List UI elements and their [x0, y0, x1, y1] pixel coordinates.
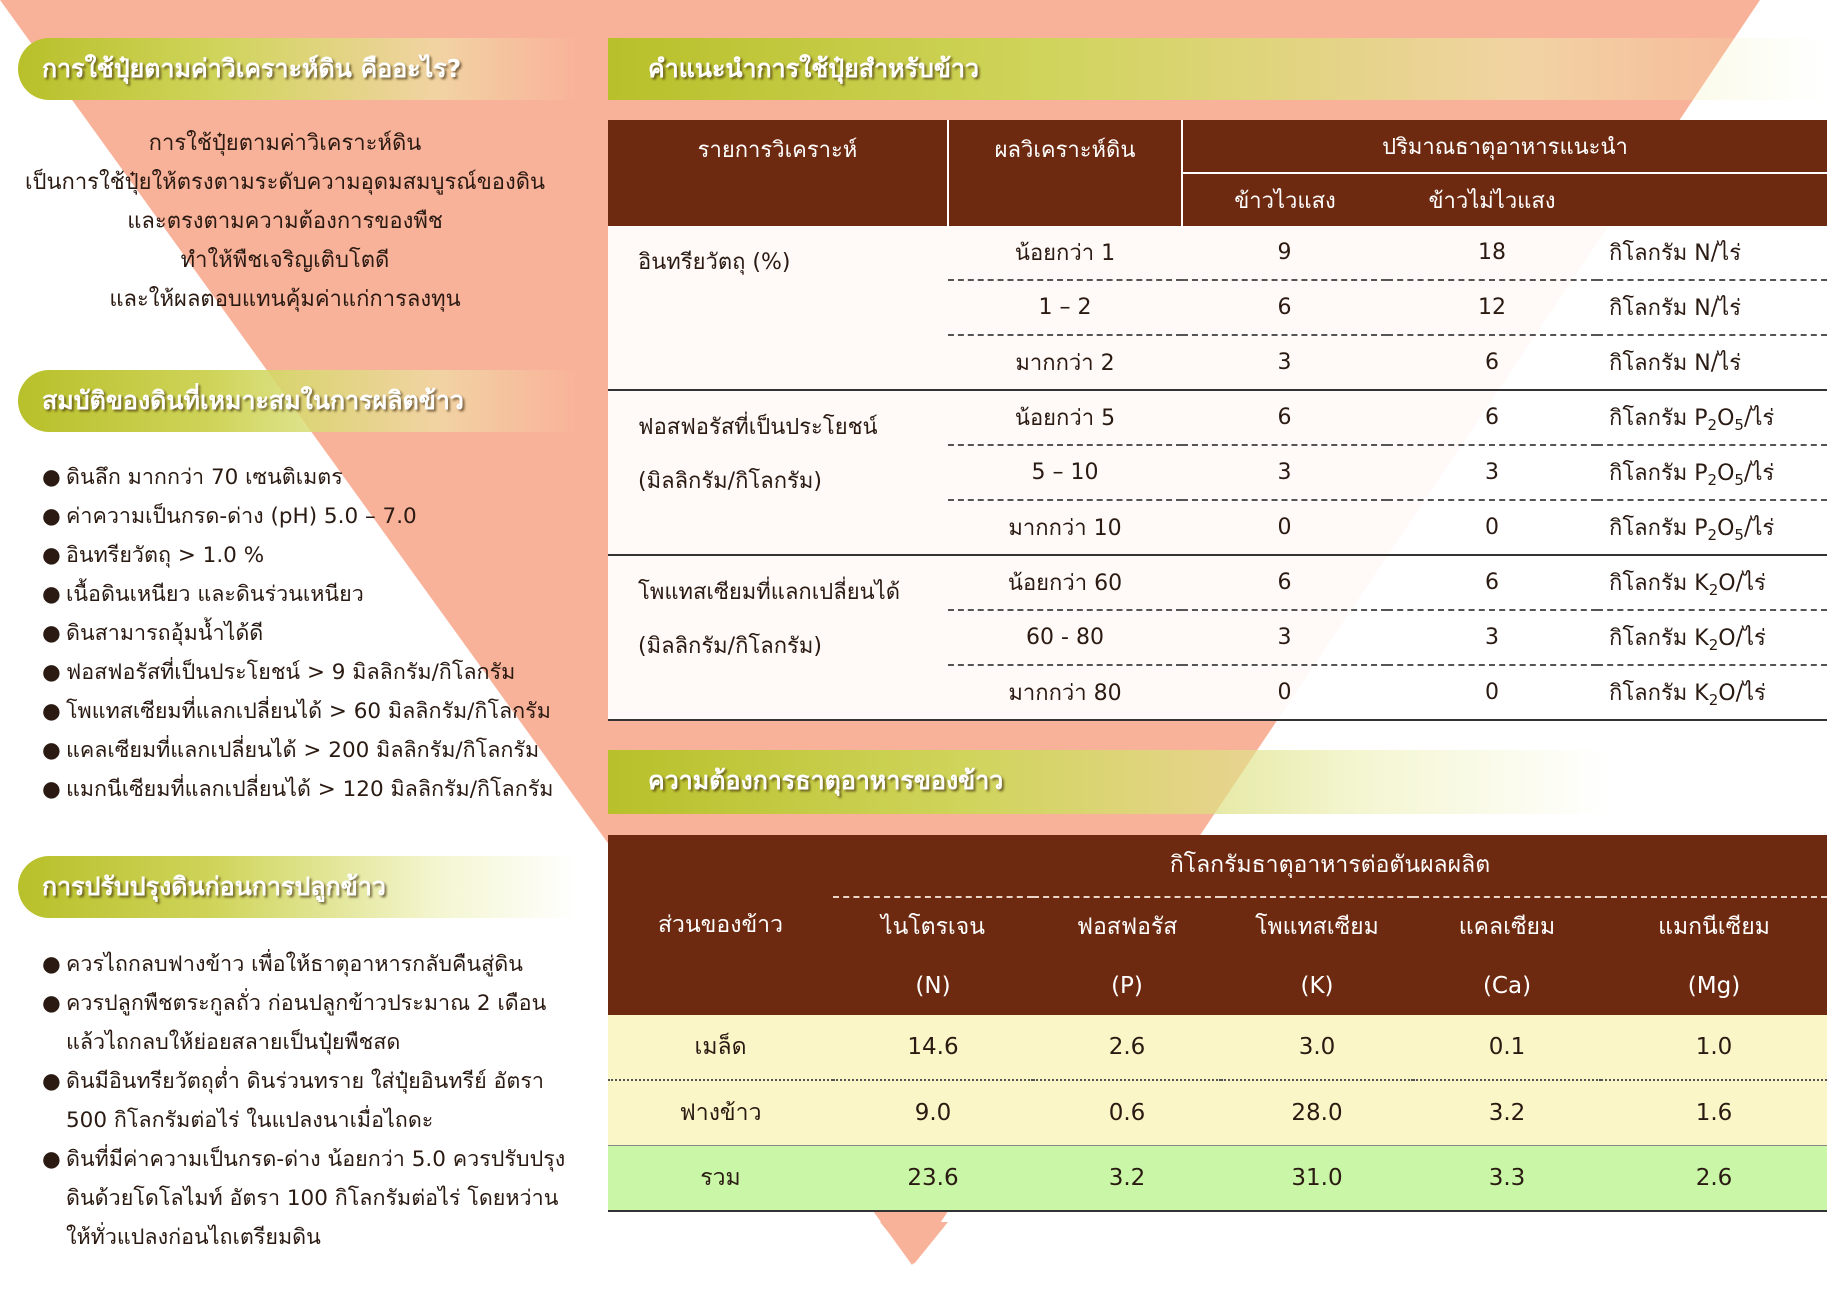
fertilizer-row: [608, 390, 1827, 445]
bullet-dot-icon: ●: [42, 465, 61, 490]
unit-middle: O: [1718, 681, 1736, 706]
header-unit-blank: [1597, 173, 1827, 226]
bullet-item: [42, 536, 553, 575]
intro-line: และตรงตามความต้องการของพืช: [127, 209, 443, 234]
unit-middle: O: [1718, 571, 1736, 596]
bullet-dot-icon: ●: [42, 699, 61, 724]
bullet-item: [42, 731, 553, 770]
photosensitive-value: 3: [1182, 335, 1387, 390]
intro-line: เป็นการใช้ปุ๋ยให้ตรงตามระดับความอุดมสมบูรณ์ของดิน: [24, 170, 546, 195]
unit-suffix: /ไร่: [1743, 406, 1775, 431]
nutrient-value-cell: 1.6: [1601, 1080, 1827, 1146]
intro-line: และให้ผลตอบแทนคุ้มค่าแก่การลงทุน: [109, 287, 461, 312]
bullet-text: ดินสามารถอุ้มน้ำได้ดี: [66, 621, 264, 646]
bullet-dot-icon: ●: [42, 1147, 61, 1172]
bullet-text: ดินลึก มากกว่า 70 เซนติเมตร: [66, 465, 343, 490]
unit-prefix: กิโลกรัม N: [1609, 296, 1711, 321]
unit-prefix: กิโลกรัม P: [1609, 461, 1708, 486]
bullet-dot-icon: ●: [42, 621, 61, 646]
bullet-text: ดินมีอินทรียวัตถุต่ำ ดินร่วนทราย ใส่ปุ๋ยอินทรีย์ อัตรา 500 กิโลกรัมต่อไร่ ในแปลงนาเมื่อไถดะ: [66, 1069, 545, 1133]
nutrient-value-cell: 2.6: [1033, 1015, 1221, 1080]
unit-middle: O: [1718, 626, 1736, 651]
soil-result-cell: 1 – 2: [948, 280, 1182, 335]
nutrient-column-name: แคลเซียม: [1413, 897, 1601, 957]
photosensitive-value: 6: [1182, 555, 1387, 610]
bullet-item: [42, 458, 553, 497]
nutrient-value-cell: 23.6: [833, 1146, 1033, 1212]
non-photosensitive-value: 6: [1387, 555, 1597, 610]
bullet-text: โพแทสเซียมที่แลกเปลี่ยนได้ > 60 มิลลิกรัม/กิโลกรัม: [66, 699, 551, 724]
unit-cell: [1597, 610, 1827, 665]
photosensitive-value: 6: [1182, 280, 1387, 335]
unit-middle: O: [1717, 461, 1735, 486]
unit-prefix: กิโลกรัม P: [1609, 516, 1708, 541]
bullet-text: ควรไถกลบฟางข้าว เพื่อให้ธาตุอาหารกลับคืนสู่ดิน: [66, 952, 523, 977]
soil-improvement-list: [42, 945, 572, 1257]
nutrient-table: [608, 835, 1827, 1212]
unit-prefix: กิโลกรัม K: [1609, 626, 1709, 651]
bullet-text: ฟอสฟอรัสที่เป็นประโยชน์ > 9 มิลลิกรัม/กิโลกรัม: [66, 660, 516, 685]
nutrient-column-name: แมกนีเซียม: [1601, 897, 1827, 957]
nutrient-row: [608, 1080, 1827, 1146]
unit-suffix: /ไร่: [1743, 516, 1775, 541]
fertilizer-table: [608, 120, 1827, 721]
unit-subscript: 2: [1708, 691, 1719, 709]
bullet-item: [42, 984, 572, 1062]
unit-suffix: /ไร่: [1710, 296, 1742, 321]
unit-middle: O: [1717, 516, 1735, 541]
analysis-item-label: [608, 226, 948, 390]
photosensitive-value: 0: [1182, 665, 1387, 720]
bullet-text: แมกนีเซียมที่แลกเปลี่ยนได้ > 120 มิลลิกรัม/กิโลกรัม: [66, 777, 554, 802]
nutrient-column-name: โพแทสเซียม: [1221, 897, 1413, 957]
unit-subscript: 2: [1708, 636, 1719, 654]
bullet-item: [42, 770, 553, 809]
nutrient-column-symbol: (K): [1221, 956, 1413, 1015]
nutrient-column-name: ไนโตรเจน: [833, 897, 1033, 957]
section-title-soil-improvement: การปรับปรุงดินก่อนการปลูกข้าว: [18, 856, 578, 918]
bullet-item: [42, 653, 553, 692]
unit-cell: [1597, 445, 1827, 500]
bullet-text: แคลเซียมที่แลกเปลี่ยนได้ > 200 มิลลิกรัม/กิโลกรัม: [66, 738, 540, 763]
nutrient-value-cell: 31.0: [1221, 1146, 1413, 1212]
analysis-item-name: ฟอสฟอรัสที่เป็นประโยชน์: [638, 415, 878, 440]
bullet-dot-icon: ●: [42, 738, 61, 763]
photosensitive-value: 9: [1182, 226, 1387, 280]
unit-subscript: 2: [1707, 416, 1718, 434]
header-analysis-item: รายการวิเคราะห์: [608, 120, 948, 226]
nutrient-column-name: ฟอสฟอรัส: [1033, 897, 1221, 957]
bottom-arrow-triangle: [880, 1222, 948, 1264]
bullet-dot-icon: ●: [42, 777, 61, 802]
nutrient-column-symbol: (Ca): [1413, 956, 1601, 1015]
bullet-item: [42, 614, 553, 653]
soil-result-cell: มากกว่า 10: [948, 500, 1182, 555]
intro-text: [0, 124, 570, 319]
unit-suffix: /ไร่: [1743, 461, 1775, 486]
header-kg-per-ton: กิโลกรัมธาตุอาหารต่อตันผลผลิต: [833, 835, 1827, 897]
soil-result-cell: น้อยกว่า 1: [948, 226, 1182, 280]
bullet-text: ดินที่มีค่าความเป็นกรด-ด่าง น้อยกว่า 5.0 ควรปรับปรุงดินด้วยโดโลไมท์ อัตรา 100 กิโลกรัมต่อไร่ โดยหว่านให้ทั่วแปลงก่อนไถเตรียมดิน: [66, 1147, 566, 1250]
header-rice-part: ส่วนของข้าว: [608, 835, 833, 1015]
nutrient-value-cell: 9.0: [833, 1080, 1033, 1146]
nutrient-value-cell: 14.6: [833, 1015, 1033, 1080]
unit-suffix: /ไร่: [1710, 351, 1742, 376]
analysis-item-name: โพแทสเซียมที่แลกเปลี่ยนได้: [638, 580, 901, 605]
unit-cell: [1597, 665, 1827, 720]
nutrient-column-symbol: (Mg): [1601, 956, 1827, 1015]
bullet-text: ค่าความเป็นกรด-ด่าง (pH) 5.0 – 7.0: [66, 504, 417, 529]
bullet-dot-icon: ●: [42, 543, 61, 568]
bullet-dot-icon: ●: [42, 1069, 61, 1094]
non-photosensitive-value: 3: [1387, 610, 1597, 665]
photosensitive-value: 3: [1182, 610, 1387, 665]
soil-result-cell: 60 - 80: [948, 610, 1182, 665]
nutrient-row: [608, 1146, 1827, 1212]
non-photosensitive-value: 6: [1387, 390, 1597, 445]
analysis-item-unit: (มิลลิกรัม/กิโลกรัม): [638, 469, 822, 494]
nutrient-value-cell: 2.6: [1601, 1146, 1827, 1212]
bullet-text: เนื้อดินเหนียว และดินร่วนเหนียว: [66, 582, 364, 607]
non-photosensitive-value: 3: [1387, 445, 1597, 500]
section-title-fertilizer-recommendation: คำแนะนำการใช้ปุ๋ยสำหรับข้าว: [608, 38, 1827, 100]
unit-subscript-2: 5: [1734, 471, 1744, 489]
non-photosensitive-value: 12: [1387, 280, 1597, 335]
unit-cell: [1597, 280, 1827, 335]
unit-subscript: 2: [1708, 581, 1719, 599]
nutrient-value-cell: 28.0: [1221, 1080, 1413, 1146]
unit-prefix: กิโลกรัม N: [1609, 241, 1711, 266]
bullet-text: อินทรียวัตถุ > 1.0 %: [66, 543, 265, 568]
bullet-text: ควรปลูกพืชตระกูลถั่ว ก่อนปลูกข้าวประมาณ 2 เดือน แล้วไถกลบให้ย่อยสลายเป็นปุ๋ยพืชสด: [66, 991, 547, 1055]
soil-result-cell: น้อยกว่า 5: [948, 390, 1182, 445]
bullet-item: [42, 497, 553, 536]
header-non-photosensitive-rice: ข้าวไม่ไวแสง: [1387, 173, 1597, 226]
intro-line: ทำให้พืชเจริญเติบโตดี: [180, 248, 390, 273]
section-title-nutrient-requirement: ความต้องการธาตุอาหารของข้าว: [608, 750, 1608, 814]
soil-result-cell: 5 – 10: [948, 445, 1182, 500]
non-photosensitive-value: 0: [1387, 500, 1597, 555]
unit-cell: [1597, 390, 1827, 445]
unit-cell: [1597, 555, 1827, 610]
fertilizer-row: [608, 226, 1827, 280]
nutrient-value-cell: 3.0: [1221, 1015, 1413, 1080]
bullet-item: [42, 575, 553, 614]
analysis-item-name: อินทรียวัตถุ (%): [638, 250, 791, 275]
rice-part-cell: เมล็ด: [608, 1015, 833, 1080]
non-photosensitive-value: 18: [1387, 226, 1597, 280]
unit-cell: [1597, 500, 1827, 555]
unit-prefix: กิโลกรัม K: [1609, 681, 1709, 706]
unit-suffix: /ไร่: [1735, 626, 1766, 651]
bullet-dot-icon: ●: [42, 504, 61, 529]
analysis-item-label: [608, 555, 948, 720]
unit-cell: [1597, 226, 1827, 280]
unit-suffix: /ไร่: [1735, 681, 1766, 706]
section-title-what-is-soil-analysis: การใช้ปุ๋ยตามค่าวิเคราะห์ดิน คืออะไร?: [18, 38, 578, 100]
header-recommended-amount: ปริมาณธาตุอาหารแนะนำ: [1182, 120, 1827, 173]
bullet-item: [42, 692, 553, 731]
unit-middle: O: [1717, 406, 1735, 431]
unit-suffix: /ไร่: [1735, 571, 1766, 596]
photosensitive-value: 0: [1182, 500, 1387, 555]
analysis-item-unit: (มิลลิกรัม/กิโลกรัม): [638, 634, 822, 659]
header-photosensitive-rice: ข้าวไวแสง: [1182, 173, 1387, 226]
nutrient-value-cell: 0.1: [1413, 1015, 1601, 1080]
unit-subscript-2: 5: [1734, 416, 1744, 434]
unit-subscript: 2: [1707, 471, 1718, 489]
bullet-dot-icon: ●: [42, 991, 61, 1016]
soil-result-cell: น้อยกว่า 60: [948, 555, 1182, 610]
unit-suffix: /ไร่: [1710, 241, 1742, 266]
header-soil-result: ผลวิเคราะห์ดิน: [948, 120, 1182, 226]
bullet-item: [42, 1062, 572, 1140]
unit-cell: [1597, 335, 1827, 390]
bullet-item: [42, 1140, 572, 1257]
analysis-item-label: [608, 390, 948, 555]
rice-part-cell: ฟางข้าว: [608, 1080, 833, 1146]
section-title-soil-properties: สมบัติของดินที่เหมาะสมในการผลิตข้าว: [18, 370, 578, 432]
nutrient-value-cell: 3.3: [1413, 1146, 1601, 1212]
bullet-dot-icon: ●: [42, 952, 61, 977]
fertilizer-row: [608, 555, 1827, 610]
soil-result-cell: มากกว่า 80: [948, 665, 1182, 720]
photosensitive-value: 6: [1182, 390, 1387, 445]
nutrient-value-cell: 3.2: [1033, 1146, 1221, 1212]
photosensitive-value: 3: [1182, 445, 1387, 500]
rice-part-cell: รวม: [608, 1146, 833, 1212]
non-photosensitive-value: 6: [1387, 335, 1597, 390]
bullet-item: [42, 945, 572, 984]
unit-prefix: กิโลกรัม N: [1609, 351, 1711, 376]
soil-result-cell: มากกว่า 2: [948, 335, 1182, 390]
unit-prefix: กิโลกรัม K: [1609, 571, 1709, 596]
intro-line: การใช้ปุ๋ยตามค่าวิเคราะห์ดิน: [148, 131, 422, 156]
nutrient-value-cell: 0.6: [1033, 1080, 1221, 1146]
unit-prefix: กิโลกรัม P: [1609, 406, 1708, 431]
non-photosensitive-value: 0: [1387, 665, 1597, 720]
bullet-dot-icon: ●: [42, 582, 61, 607]
unit-subscript: 2: [1707, 526, 1718, 544]
nutrient-column-symbol: (N): [833, 956, 1033, 1015]
bullet-dot-icon: ●: [42, 660, 61, 685]
unit-subscript-2: 5: [1734, 526, 1744, 544]
nutrient-row: [608, 1015, 1827, 1080]
nutrient-value-cell: 3.2: [1413, 1080, 1601, 1146]
nutrient-value-cell: 1.0: [1601, 1015, 1827, 1080]
nutrient-column-symbol: (P): [1033, 956, 1221, 1015]
soil-properties-list: [42, 458, 553, 809]
